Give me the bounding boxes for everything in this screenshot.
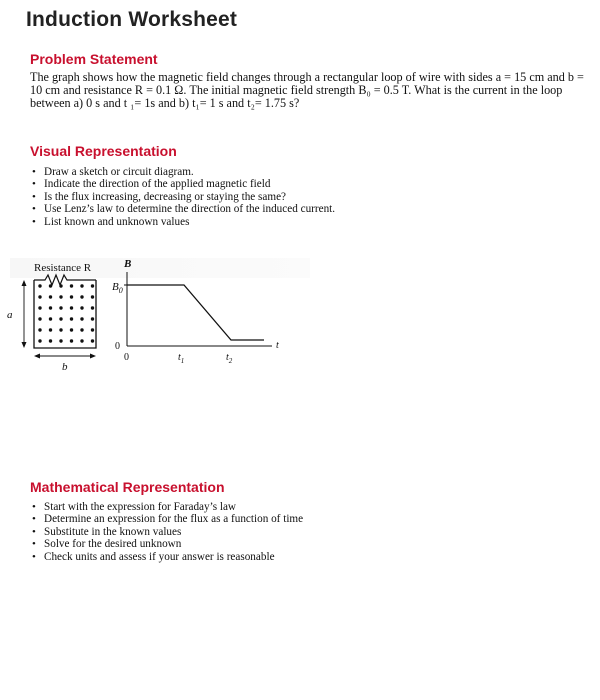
page-title: Induction Worksheet: [26, 8, 238, 31]
field-dot: [80, 317, 83, 320]
math-bullet-list: [30, 501, 303, 563]
field-dot: [91, 339, 94, 342]
field-dot: [49, 295, 52, 298]
field-dot: [70, 339, 73, 342]
side-a-label: a: [7, 309, 13, 321]
field-dot: [91, 317, 94, 320]
list-item: • List known and unknown values: [30, 216, 335, 228]
field-dot: [70, 317, 73, 320]
field-dot: [38, 295, 41, 298]
side-b-label: b: [62, 361, 68, 373]
field-dot: [59, 284, 62, 287]
field-dot: [70, 306, 73, 309]
field-dot: [59, 339, 62, 342]
field-dot: [70, 284, 73, 287]
field-dot: [59, 317, 62, 320]
field-dot: [49, 306, 52, 309]
origin-x-label: 0: [124, 352, 129, 363]
field-dot: [70, 295, 73, 298]
field-dot: [38, 284, 41, 287]
field-dot: [38, 306, 41, 309]
t2-label: $t_2$: [226, 352, 233, 365]
magnetic-field-dots: [38, 284, 94, 342]
list-item: • Indicate the direction of the applied magnetic field: [30, 178, 335, 190]
field-dot: [59, 328, 62, 331]
list-item: • Solve for the desired unknown: [30, 538, 303, 550]
graph-x-label: t: [276, 340, 279, 351]
dimension-a-arrow-bottom: [22, 342, 27, 348]
field-dot: [91, 284, 94, 287]
field-dot: [49, 284, 52, 287]
field-dot: [38, 339, 41, 342]
field-dot: [59, 295, 62, 298]
resistance-label: Resistance R: [34, 262, 92, 274]
list-item: • Start with the expression for Faraday’s law: [30, 501, 303, 513]
field-dot: [80, 328, 83, 331]
field-dot: [70, 328, 73, 331]
field-dot: [38, 317, 41, 320]
field-dot: [91, 306, 94, 309]
origin-y-label: 0: [115, 341, 120, 352]
field-dot: [49, 328, 52, 331]
dimension-b-arrow-left: [34, 354, 40, 359]
field-dot: [80, 306, 83, 309]
dimension-a-arrow-top: [22, 280, 27, 286]
visual-bullet-list: [30, 166, 335, 228]
t1-label: $t_1$: [178, 352, 185, 365]
problem-heading: Problem Statement: [30, 51, 158, 67]
b0-label: $B_0$: [112, 281, 123, 295]
visual-heading: Visual Representation: [30, 143, 177, 159]
field-dot: [59, 306, 62, 309]
list-item: • Determine an expression for the flux as a function of time: [30, 513, 303, 525]
field-dot: [91, 295, 94, 298]
graph-y-label: B: [124, 258, 132, 270]
field-dot: [80, 284, 83, 287]
field-dot: [80, 295, 83, 298]
wire-loop: [34, 280, 96, 348]
field-dot: [49, 339, 52, 342]
field-dot: [80, 339, 83, 342]
loop-and-field-figure: [0, 252, 320, 392]
math-heading: Mathematical Representation: [30, 479, 225, 495]
field-dot: [91, 328, 94, 331]
problem-text: The graph shows how the magnetic field changes through a rectangular loop of wire with sides a = 15 cm and b = 10 cm and resistance R = 0.1 Ω. The initial magnetic field strength B₀ = 0.5 T. What is the current in the loop between a) 0 s and t ₁= 1s and b) t₁= 1 s and t₂= 1.75 s?: [30, 70, 584, 110]
resistor-symbol: [34, 275, 96, 285]
list-item: • Draw a sketch or circuit diagram.: [30, 166, 335, 178]
list-item: • Check units and assess if your answer is reasonable: [30, 551, 303, 563]
list-item: • Is the flux increasing, decreasing or staying the same?: [30, 191, 335, 203]
list-item: • Use Lenz’s law to determine the direction of the induced current.: [30, 203, 335, 215]
field-dot: [49, 317, 52, 320]
list-item: • Substitute in the known values: [30, 526, 303, 538]
field-dot: [38, 328, 41, 331]
field-vs-time-curve: [127, 285, 264, 340]
dimension-b-arrow-right: [90, 354, 96, 359]
